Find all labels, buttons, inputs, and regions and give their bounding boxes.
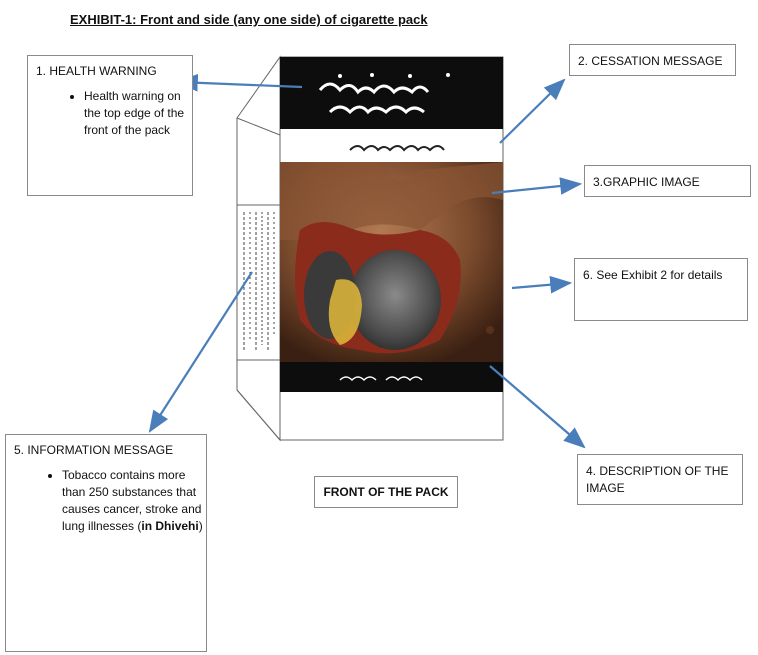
arrow-cessation	[500, 80, 564, 143]
front-of-pack-label: FRONT OF THE PACK	[323, 485, 449, 499]
graphic-image-box	[584, 165, 751, 197]
cessation-message-box	[569, 44, 736, 76]
cessation-message-label: 2. CESSATION MESSAGE	[578, 54, 723, 68]
graphic-image-label: 3.GRAPHIC IMAGE	[593, 175, 700, 189]
health-warning-box	[27, 55, 193, 196]
health-warning-band	[280, 57, 503, 129]
arrow-see-exhibit	[512, 283, 570, 288]
information-message-box	[5, 434, 207, 652]
information-message-bullet	[62, 467, 206, 535]
information-message-heading: 5. INFORMATION MESSAGE	[14, 443, 174, 457]
see-exhibit-label: 6. See Exhibit 2 for details	[583, 268, 723, 282]
health-warning-bullet: • Health warning on the top edge of the front of the pack	[84, 88, 192, 139]
pack-front-panel	[280, 57, 503, 440]
information-end: )	[198, 519, 203, 533]
arrow-description	[490, 366, 584, 447]
exhibit-title: EXHIBIT-1: Front and side (any one side) of cigarette pack	[70, 12, 428, 27]
arrow-graphic	[492, 184, 580, 193]
description-label: 4. DESCRIPTION OF THE IMAGE	[586, 464, 729, 495]
front-of-pack-box	[314, 476, 458, 508]
description-box	[577, 454, 743, 505]
see-exhibit-box	[574, 258, 748, 321]
pack-side-panel	[237, 57, 280, 440]
information-text: Tobacco contains more than 250 substances that causes cancer, stroke and lung illnesses (	[62, 468, 202, 533]
health-warning-heading: 1. HEALTH WARNING	[36, 64, 157, 78]
information-bold: in Dhivehi	[141, 519, 199, 533]
